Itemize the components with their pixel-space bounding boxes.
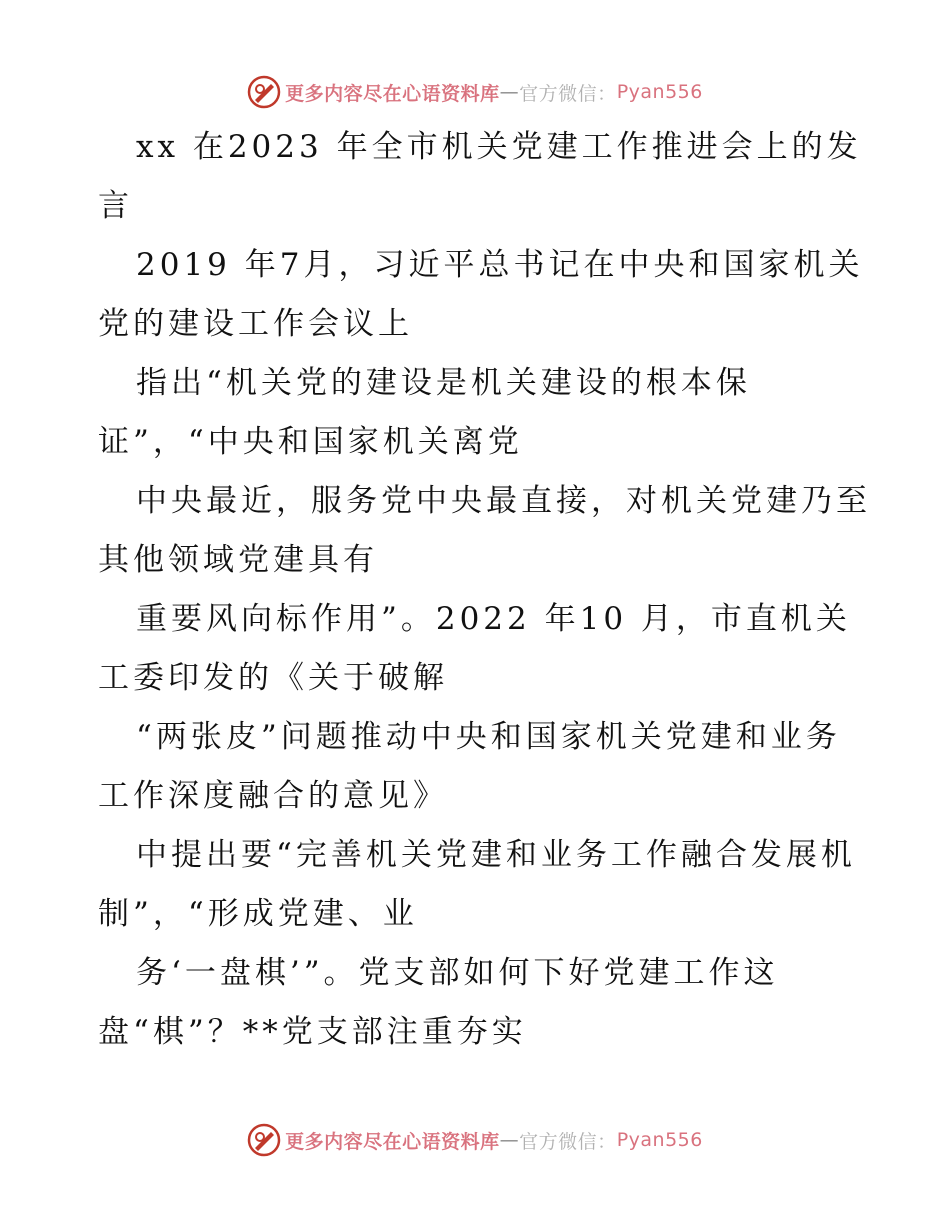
- doc-line: 指出“机关党的建设是机关建设的根本保: [136, 365, 751, 401]
- banner-separator: —: [499, 81, 520, 103]
- doc-line: 其他领域党建具有: [98, 542, 378, 578]
- banner-official-label: 官方微信：: [519, 1130, 617, 1153]
- banner-brand-text: 更多内容尽在心语资料库: [285, 82, 500, 105]
- doc-line: 中提出要“完善机关党建和业务工作融合发展机: [136, 837, 856, 873]
- doc-title-line-2: 言: [98, 188, 133, 224]
- doc-line: 证”，“中央和国家机关离党: [98, 424, 523, 460]
- doc-line: 工委印发的《关于破解: [98, 660, 448, 696]
- banner-wechat-id: Pyan556: [616, 1129, 703, 1151]
- doc-line: 重要风向标作用”。2022 年10 月，市直机关: [136, 601, 851, 637]
- brand-logo-icon: [247, 75, 281, 109]
- document-body: [98, 118, 871, 1062]
- doc-line: 工作深度融合的意见》: [98, 778, 448, 814]
- header-banner: [0, 72, 950, 112]
- banner-wechat-id: Pyan556: [616, 81, 703, 103]
- banner-brand-text: 更多内容尽在心语资料库: [285, 1130, 500, 1153]
- banner-official-label: 官方微信：: [519, 82, 617, 105]
- doc-line: 制”，“形成党建、业: [98, 896, 418, 932]
- doc-line: 党的建设工作会议上: [98, 306, 413, 342]
- doc-line: 盘“棋”？**党支部注重夯实: [98, 1014, 527, 1050]
- doc-title-line-1: xx 在2023 年全市机关党建工作推进会上的发: [136, 129, 862, 165]
- banner-separator: —: [499, 1129, 520, 1151]
- brand-logo-icon: [247, 1123, 281, 1157]
- doc-line: 务‘一盘棋’”。党支部如何下好党建工作这: [136, 955, 779, 991]
- doc-line: 2019 年7月，习近平总书记在中央和国家机关: [136, 247, 864, 283]
- doc-line: “两张皮”问题推动中央和国家机关党建和业务: [136, 719, 841, 755]
- footer-banner: [0, 1120, 950, 1160]
- doc-line: 中央最近，服务党中央最直接，对机关党建乃至: [136, 483, 871, 519]
